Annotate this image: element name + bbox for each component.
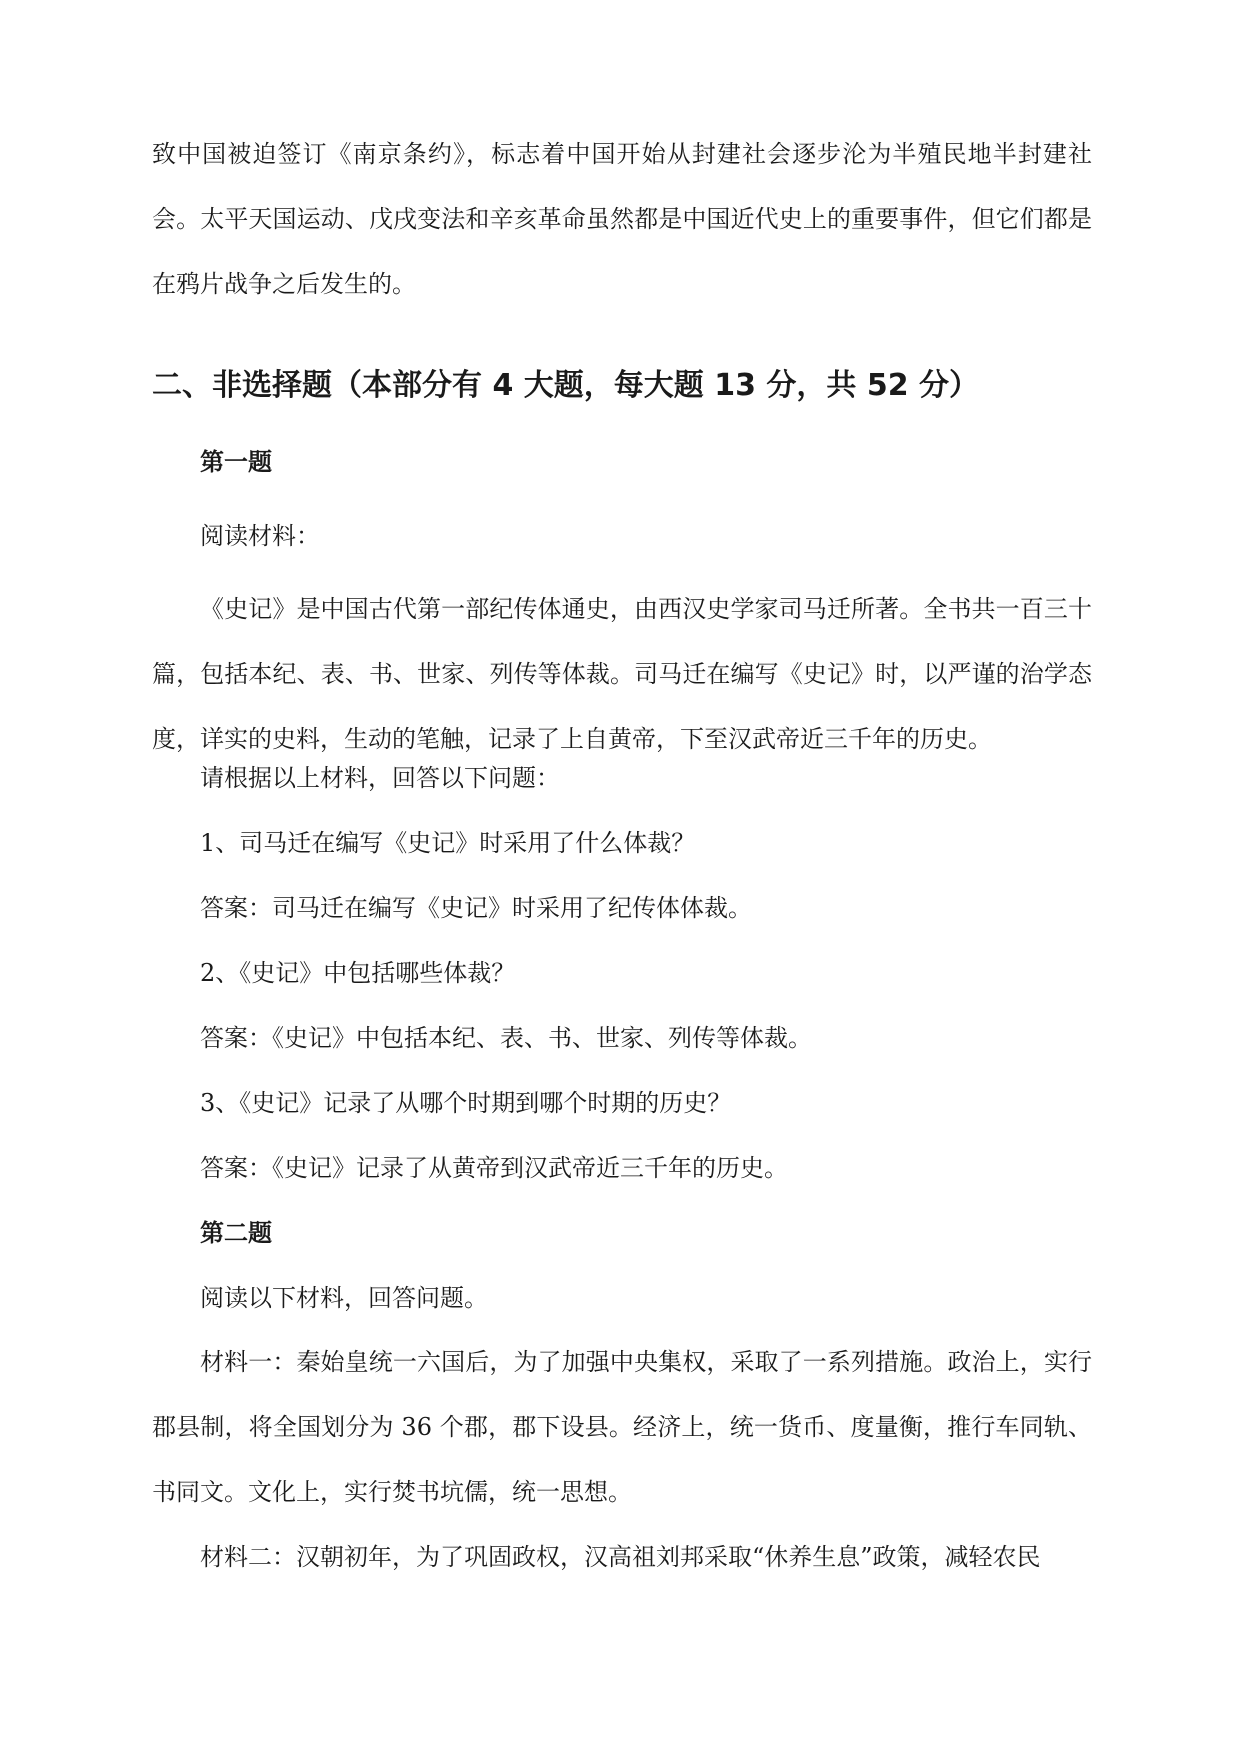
question-one-answer-2: 答案：《史记》中包括本纪、表、书、世家、列传等体裁。 — [200, 1024, 812, 1052]
question-one-heading: 第一题 — [200, 448, 272, 476]
question-two-material-two: 材料二：汉朝初年，为了巩固政权，汉高祖刘邦采取“休养生息”政策，减轻农民 — [200, 1543, 1041, 1571]
question-one-sub-question-2: 2、《史记》中包括哪些体裁？ — [200, 959, 516, 987]
question-two-prompt: 阅读以下材料，回答问题。 — [200, 1284, 488, 1312]
question-one-sub-question-3: 3、《史记》记录了从哪个时期到哪个时期的历史？ — [200, 1089, 732, 1117]
question-one-material: 《史记》是中国古代第一部纪传体通史，由西汉史学家司马迁所著。全书共一百三十篇，包括本纪、表、书、世家、列传等体裁。司马迁在编写《史记》时，以严谨的治学态度，详实的史料，生动的笔触，记录了上自黄帝，下至汉武帝近三千年的历史。 — [152, 595, 1092, 753]
question-two-heading: 第二题 — [200, 1219, 272, 1247]
question-one-answer-3: 答案：《史记》记录了从黄帝到汉武帝近三千年的历史。 — [200, 1154, 788, 1182]
question-one-instruction: 请根据以上材料，回答以下问题： — [200, 764, 560, 792]
question-one-answer-1: 答案：司马迁在编写《史记》时采用了纪传体体裁。 — [200, 894, 752, 922]
question-two-material-one: 材料一：秦始皇统一六国后，为了加强中央集权，采取了一系列措施。政治上，实行郡县制，将全国划分为 36 个郡，郡下设县。经济上，统一货币、度量衡，推行车同轨、书同文。文化上，实行焚书坑儒，统一思想。 — [152, 1348, 1092, 1506]
question-one-prompt: 阅读材料： — [200, 522, 320, 550]
intro-paragraph: 致中国被迫签订《南京条约》，标志着中国开始从封建社会逐步沦为半殖民地半封建社会。太平天国运动、戊戌变法和辛亥革命虽然都是中国近代史上的重要事件，但它们都是在鸦片战争之后发生的。 — [152, 140, 1092, 298]
section-two-heading: 二、非选择题（本部分有 4 大题，每大题 13 分，共 52 分） — [152, 368, 980, 403]
question-one-sub-question-1: 1、司马迁在编写《史记》时采用了什么体裁？ — [200, 829, 696, 857]
